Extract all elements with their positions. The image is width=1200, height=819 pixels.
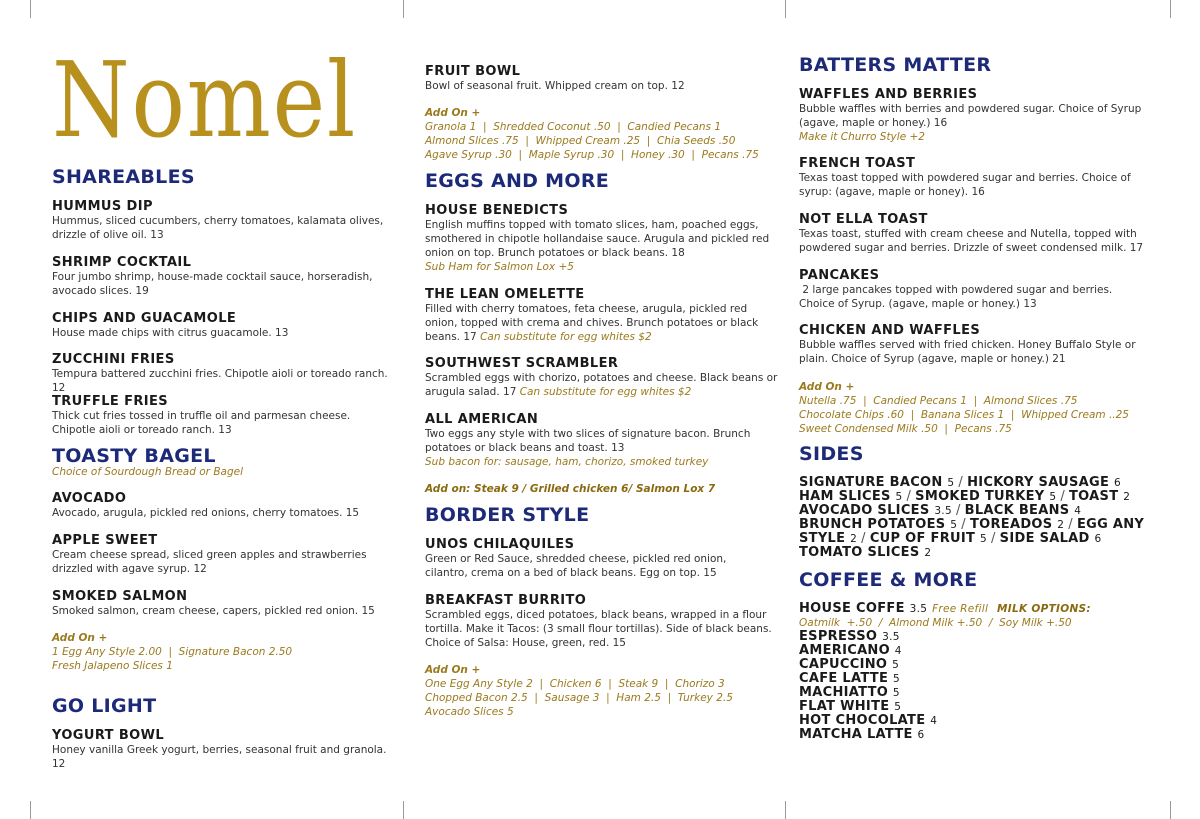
menu-item [799, 212, 1159, 255]
item-name: HUMMUS DIP [52, 199, 153, 214]
item-desc: Two eggs any style with two slices of signature bacon. Brunch potatoes or black beans and toast. 13 [425, 428, 751, 454]
coffee-item: HOT CHOCOLATE 4 [799, 713, 938, 728]
item-desc: Smoked salmon, cream cheese, capers, pickled red onion. 15 [52, 605, 375, 617]
addon-title: Add On + [799, 381, 855, 393]
section-title: GO LIGHT [52, 695, 157, 717]
item-name: SHRIMP COCKTAIL [52, 255, 192, 270]
item-name: PANCAKES [799, 268, 880, 283]
item-desc: House made chips with citrus guacamole. 13 [52, 327, 289, 339]
item-name: YOGURT BOWL [52, 728, 165, 743]
addon-line: Almond Slices .75 | Whipped Cream .25 | Chia Seeds .50 [425, 135, 736, 147]
menu-item [799, 156, 1144, 199]
item-name: UNOS CHILAQUILES [425, 537, 575, 552]
side-item: TOREADOS 2 [969, 517, 1065, 532]
menu-item [799, 268, 1139, 311]
item-name: AVOCADO [52, 491, 127, 506]
milk-options-label: MILK OPTIONS: [997, 603, 1091, 615]
side-item: HICKORY SAUSAGE 6 [967, 475, 1121, 490]
coffee-item: HOUSE COFFE 3.5 Free Refill MILK OPTIONS: [799, 601, 1091, 616]
addon-line: Nutella .75 | Candied Pecans 1 | Almond Slices .75 [799, 395, 1078, 407]
section-title: TOASTY BAGEL [52, 445, 216, 467]
side-item: SIGNATURE BACON 5 [799, 475, 955, 490]
milk-options-line: Oatmilk +.50 / Almond Milk +.50 / Soy Milk +.50 [799, 617, 1072, 629]
crop-mark [30, 0, 31, 18]
menu-item [52, 311, 392, 340]
menu-item [799, 323, 1149, 366]
item-name: TRUFFLE FRIES [52, 394, 169, 409]
section-subtitle: Choice of Sourdough Bread or Bagel [52, 466, 243, 478]
addon-line: Add on: Steak 9 / Grilled chicken 6/ Salmon Lox 7 [425, 483, 716, 495]
side-item: CUP OF FRUIT 5 [869, 531, 987, 546]
item-name: ALL AMERICAN [425, 412, 539, 427]
item-name: HOUSE BENEDICTS [425, 203, 569, 218]
menu-item [52, 728, 397, 771]
menu-item [799, 87, 1144, 144]
section-title: COFFEE & MORE [799, 569, 978, 591]
item-name: CHIPS AND GUACAMOLE [52, 311, 237, 326]
item-note: Can substitute for egg whites $2 [480, 331, 652, 343]
nomel-logo [52, 39, 362, 161]
free-refill-note: Free Refill [932, 603, 989, 615]
crop-mark [403, 0, 404, 18]
addon-title: Add On + [52, 632, 108, 644]
addon-line: Agave Syrup .30 | Maple Syrup .30 | Honey .30 | Pecans .75 [425, 149, 759, 161]
item-desc: 2 large pancakes topped with powdered sugar and berries. Choice of Syrup. (agave, maple or honey.) 13 [799, 284, 1116, 310]
coffee-item: ESPRESSO 3.5 [799, 629, 900, 644]
item-name: CHICKEN AND WAFFLES [799, 323, 981, 338]
menu-item [52, 533, 387, 576]
item-desc: Honey vanilla Greek yogurt, berries, seasonal fruit and granola. 12 [52, 744, 387, 770]
coffee-item: CAFE LATTE 5 [799, 671, 900, 686]
crop-mark [1170, 0, 1171, 18]
addon-line: 1 Egg Any Style 2.00 | Signature Bacon 2.50 [52, 646, 293, 658]
item-note: Make it Churro Style +2 [799, 131, 925, 143]
item-desc: Bubble waffles served with fried chicken. Honey Buffalo Style or plain. Choice of Syrup (agave, maple or honey.) 21 [799, 339, 1136, 365]
svg-text:Nomel: Nomel [52, 39, 357, 161]
coffee-item: FLAT WHITE 5 [799, 699, 902, 714]
item-desc: Cream cheese spread, sliced green apples and strawberries drizzled with agave syrup. 12 [52, 549, 367, 575]
menu-item [52, 589, 392, 618]
menu-item [425, 593, 780, 650]
section-title: EGGS AND MORE [425, 170, 610, 192]
item-name: NOT ELLA TOAST [799, 212, 928, 227]
item-desc: Thick cut fries tossed in truffle oil and parmesan cheese. Chipotle aioli or toreado ranch. 13 [52, 410, 351, 436]
item-note: Can substitute for egg whites $2 [519, 386, 692, 398]
addon-line: Fresh Jalapeno Slices 1 [52, 660, 173, 672]
section-title: SIDES [799, 443, 864, 465]
menu-item [52, 394, 372, 437]
coffee-item: MACHIATTO 5 [799, 685, 900, 700]
coffee-item: MATCHA LATTE 6 [799, 727, 925, 742]
item-desc: Texas toast, stuffed with cream cheese and Nutella, topped with powdered sugar and berries. Drizzle of sweet condensed milk. 17 [799, 228, 1144, 254]
addon-line: Chopped Bacon 2.5 | Sausage 3 | Ham 2.5 | Turkey 2.5 [425, 692, 733, 704]
item-desc: Hummus, sliced cucumbers, cherry tomatoes, kalamata olives, drizzle of olive oil. 13 [52, 215, 384, 241]
addon-block [425, 106, 780, 162]
item-name: BREAKFAST BURRITO [425, 593, 587, 608]
side-item: BRUNCH POTATOES 5 [799, 517, 958, 532]
menu-item [425, 64, 775, 93]
side-item: TOAST 2 [1069, 489, 1131, 504]
item-desc: Texas toast topped with powdered sugar and berries. Choice of syrup: (agave, maple or honey). 16 [799, 172, 1131, 198]
item-name: SMOKED SALMON [52, 589, 188, 604]
side-item: HAM SLICES 5 [799, 489, 903, 504]
crop-mark [403, 801, 404, 819]
addon-line: Chocolate Chips .60 | Banana Slices 1 | Whipped Cream ..25 [799, 409, 1129, 421]
addon-title: Add On + [425, 107, 481, 119]
item-desc: English muffins topped with tomato slices, ham, poached eggs, smothered in chipotle hollandaise sauce. Arugula and pickled red onion on top. Brunch potatoes or black beans. 18 [425, 219, 770, 259]
sides-list: SIGNATURE BACON 5 / HICKORY SAUSAGE 6 HAM SLICES 5 / SMOKED TURKEY 5 / TOAST 2 AVOCADO SLICES 3.5 / BLACK BEANS 4 BRUNCH POTATOES 5 / TOREADOS 2 / EGG ANY STYLE 2 / CUP OF FRUIT 5 / SIDE SALAD 6 TOMATO SLICES 2 [799, 475, 1145, 560]
item-name: FRENCH TOAST [799, 156, 916, 171]
addon-title: Add On + [425, 664, 481, 676]
item-desc: Green or Red Sauce, shredded cheese, pickled red onion, cilantro, crema on a bed of black beans. Egg on top. 15 [425, 553, 727, 579]
side-item: SIDE SALAD 6 [999, 531, 1102, 546]
menu-item [425, 203, 775, 274]
menu-item [52, 255, 392, 298]
coffee-list [799, 602, 1159, 742]
item-name: WAFFLES AND BERRIES [799, 87, 978, 102]
item-desc: Tempura battered zucchini fries. Chipotle aioli or toreado ranch. 12 [52, 368, 388, 394]
item-desc: Filled with cherry tomatoes, feta cheese, arugula, pickled red onion, topped with crema and chives. Brunch potatoes or black beans. 17 [425, 303, 759, 343]
section-title: BATTERS MATTER [799, 54, 992, 76]
item-desc: Scrambled eggs, diced potatoes, black beans, wrapped in a flour tortilla. Make it Tacos: (3 small flour tortillas). Side of black beans. Choice of Salsa: House, green, red. 15 [425, 609, 772, 649]
item-note: Sub bacon for: sausage, ham, chorizo, smoked turkey [425, 456, 709, 468]
menu-item [425, 356, 780, 399]
item-name: SOUTHWEST SCRAMBLER [425, 356, 619, 371]
item-name: THE LEAN OMELETTE [425, 287, 585, 302]
item-desc: Bubble waffles with berries and powdered sugar. Choice of Syrup (agave, maple or honey.) 16 [799, 103, 1142, 129]
menu-item [52, 491, 392, 520]
addon-block [52, 631, 392, 673]
addon-line: Granola 1 | Shredded Coconut .50 | Candied Pecans 1 [425, 121, 722, 133]
side-item: SMOKED TURKEY 5 [915, 489, 1057, 504]
menu-item [425, 537, 765, 580]
item-note: Sub Ham for Salmon Lox +5 [425, 261, 574, 273]
coffee-item: AMERICANO 4 [799, 643, 902, 658]
side-item: TOMATO SLICES 2 [799, 545, 932, 560]
item-name: ZUCCHINI FRIES [52, 352, 175, 367]
addon-line: One Egg Any Style 2 | Chicken 6 | Steak 9 | Chorizo 3 [425, 678, 725, 690]
crop-mark [785, 0, 786, 18]
item-desc: Avocado, arugula, pickled red onions, cherry tomatoes. 15 [52, 507, 360, 519]
side-item: EGG ANY STYLE 2 [799, 517, 1145, 546]
item-name: APPLE SWEET [52, 533, 158, 548]
section-title: BORDER STYLE [425, 504, 590, 526]
item-desc: Four jumbo shrimp, house-made cocktail sauce, horseradish, avocado slices. 19 [52, 271, 373, 297]
crop-mark [30, 801, 31, 819]
item-desc: Scrambled eggs with chorizo, potatoes and cheese. Black beans or arugula salad. 17 [425, 372, 778, 398]
addon-line: Avocado Slices 5 [425, 706, 514, 718]
crop-mark [1170, 801, 1171, 819]
menu-item [52, 352, 397, 395]
addon-block [425, 663, 780, 719]
item-name: FRUIT BOWL [425, 64, 521, 79]
item-desc: Bowl of seasonal fruit. Whipped cream on top. 12 [425, 80, 685, 92]
section-title: SHAREABLES [52, 166, 195, 188]
menu-item [52, 199, 392, 242]
crop-mark [785, 801, 786, 819]
addon-line: Sweet Condensed Milk .50 | Pecans .75 [799, 423, 1012, 435]
side-item: AVOCADO SLICES 3.5 [799, 503, 952, 518]
addon-block [799, 380, 1154, 436]
menu-item [425, 412, 770, 469]
coffee-item: CAPUCCINO 5 [799, 657, 900, 672]
menu-item [425, 287, 775, 344]
side-item: BLACK BEANS 4 [964, 503, 1082, 518]
